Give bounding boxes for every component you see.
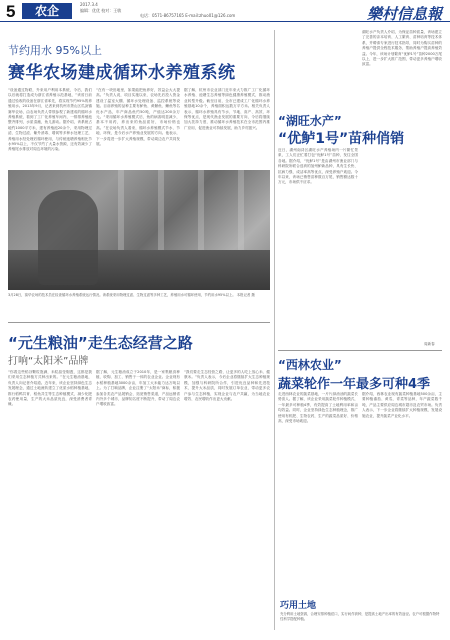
right1-subheadline: “优鲈1号”苗种俏销: [278, 131, 405, 147]
lead-photo: [8, 170, 270, 290]
lead-column-1: “设备通过物联，外来用户利用本系统，今后，我们以后就将打造成为浙江省养殖示范基地，”该省日前通过验收的设备在浙江省率先，将实现节约95%的养殖用水。2013年9月，记者来到杭州市萧山区瓜沥镇赛华农场，由农场负责人带领参观了新建成的循环水养殖系统，看到了工厂化养殖车间内，一排排养殖池整齐排列，水质清澈，鱼儿游动。据介绍，该系统占地约1000平方米，建有养殖池20余个，采用物理过滤、生物过滤、紫外消毒、增氧等多种水处理工艺，养殖用水经处理后循环使用，与传统池塘养殖相比节水95%以上，不仅节约了大量水资源，还有效减少了养殖尾水排放对周边环境的污染。: [8, 88, 92, 152]
lead-kicker: 节约用水 95%以上: [8, 44, 102, 57]
editor-info: 编辑：优优 校对：王敏: [80, 8, 122, 13]
right-divider: [278, 350, 442, 351]
right1-author: 周新春: [424, 342, 435, 346]
section2-subheadline: 打响“太阳米”品牌: [8, 356, 89, 367]
newspaper-masthead: 樂村信息報: [366, 5, 442, 23]
right1-column-2: 湖旺水产负责人介绍，为保证苗种质量，该场建立了完善的亲本培育、人工繁育、苗种培育等技术体系，并聘请专家进行技术指导，同时为购买苗种的养殖户提供全程技术服务，帮助养殖户提高养殖效益。今年，该场计划繁育“优鲈1号”苗种2000万尾以上，进一步扩大推广范围，带动更多养殖户增收致富。: [362, 30, 442, 67]
section-badge: 农企: [22, 3, 72, 19]
right1-column-1: 近日，湖州南浔区湖旺水产养殖场内一片繁忙景象，工人们正忙着打包“优鲈1号”苗种，发往全国各地。据介绍，“优鲈1号”是由湖州市渔业部门与科研院所联合选育的加州鲈新品种，具有生长快、抗病力强、成活率高等优点，深受养殖户欢迎。今年以来，该场已销售苗种数百万尾，销售额达数十万元，市场供不应求。: [278, 148, 358, 185]
right2-column-2: 据介绍，西林农业现有蔬菜种植基地500余亩，主要种植番茄、黄瓜、青菜等品种，年产蔬菜数千吨，产品主要供应周边城市超市及农贸市场。负责人表示，下一步企业将继续扩大种植规模，发展设施农业，提升蔬菜产业化水平。: [362, 392, 442, 418]
bottom-box-text: 充分利用土地资源，合理安排种植茬口，实行间作套种，是提高土地产出率的有效途径。农户可根据作物特性科学搭配种植。: [280, 612, 440, 621]
photo-caption: 3月28日，赛华农场的技术员在检查循环水养殖系统运行情况。该系统采用物理过滤、生物过滤等多种工艺，养殖用水可循环使用，节约用水95%以上。 本报记者 摄: [8, 293, 255, 297]
section2-headline: “元生粮油”走生态经营之路: [8, 334, 193, 352]
section2-column-3: “我们要走生态经营之路，让更多的人吃上放心米、健康米。”负责人表示，今后企业将继续扩大生态种植规模，加强与科研院所合作，引进优良品种和先进技术，提升大米品质，同时发展订单农业，带动更多农户参与生态种植，实现企业与农户共赢，为当地农业增效、农民增收作出更大贡献。: [184, 370, 270, 402]
lead-headline: 赛华农场建成循环水养殖系统: [8, 63, 236, 83]
lead-column-3: 据了解，杭州市农业部门近年来大力推广工厂化循环水养殖、池塘生态养殖等绿色健康养殖模式，推动渔业转型升级。截至目前，全市已建成工厂化循环水养殖基地10余个，养殖面积达数万平方米。相关负责人表示，循环水养殖具有节水、节地、高产、高效、环保等优点，是现代渔业发展的重要方向，今后将继续加大扶持力度，推动循环水养殖技术在全市范围内推广应用，促进渔业可持续发展，助力乡村振兴。: [184, 88, 270, 130]
page-number: 5: [6, 2, 16, 21]
section2-column-2: 据了解，元生粮油成立于2010年，是一家集粮食种植、收购、加工、销售于一体的农业企业。企业现有水稻种植基地3000余亩，年加工大米能力达万吨以上。为了打响品牌，企业注册了“太阳米”商标，积极参加各类农产品展销会，拓宽销售渠道，产品远销省内外多个城市，品牌知名度不断提升，带动了周边农户增收致富。: [96, 370, 180, 407]
page-header: [0, 0, 450, 22]
section2-column-1: “你看这些稻谷颗粒饱满，米粒晶莹剔透，这都是我们采用生态种植方式种出来的。”在元生粮油基地，负责人向记者介绍道。近年来，该企业坚持绿色生态发展理念，通过土地流转建立了优质水稻种植基地，推行稻鸭共育、稻鱼共生等生态种植模式，减少化肥农药使用量，生产的大米品质优良，深受消费者青睐。: [8, 370, 92, 407]
right2-headline: “西林农业”: [278, 358, 342, 372]
contact-info: 电话：0571-86757165 E-mail:zhuo01@126.com: [140, 13, 236, 18]
right1-headline: “湖旺水产”: [278, 114, 342, 128]
issue-date: 2017.3.4: [80, 2, 98, 7]
lead-column-2: “在有一块田地里，如果能把鱼养好，效益会大大提高。”负责人说，项目实施以来，农场先后投入资金建设了温室大棚、循环水处理设备、监控系统等设施。目前养殖的品种主要有鲈鱼、黄颡鱼、鳜鱼等名优水产品，年产商品鱼约50吨，产值达200余万元。“采用循环水养殖模式后，鱼的病害明显减少，基本不用药，养出来的鱼品质好，市场价格也高。”在农场负责人看来，循环水养殖模式节水、节地、环保，是今后水产养殖业发展的方向。他表示，下一步将进一步扩大养殖规模，带动周边农户共同发展。: [96, 88, 180, 147]
section-divider: [8, 322, 270, 323]
right2-subheadline: 蔬菜轮作一年最多可种4季: [278, 377, 431, 392]
right2-column-1: 走进西林农业的蔬菜基地，一片片绿油油的蔬菜长势喜人。据了解，该企业采用蔬菜轮作种植模式，一年最多可种植4季，有效提高了土地利用率和亩均效益。同时，企业坚持绿色生态种植理念，推广使用有机肥、生物农药，生产的蔬菜品质好、价格高，深受市场欢迎。: [278, 392, 358, 424]
bottom-box-title: 巧用土地: [280, 601, 317, 611]
column-divider: [274, 30, 275, 630]
